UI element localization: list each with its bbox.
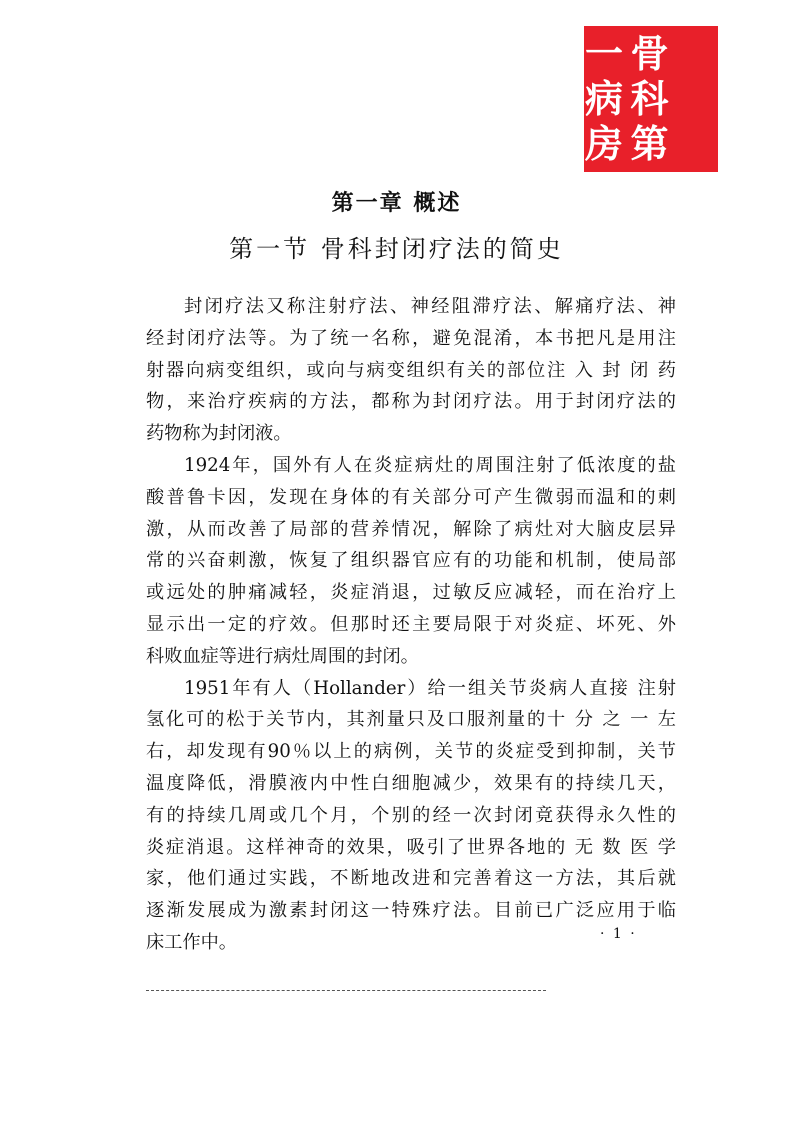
text-line: 封闭疗法又称注射疗法、神经阻滞疗法、解痛疗法、神 bbox=[184, 296, 676, 317]
text-line: 科败血症等进行病灶周围的封闭。 bbox=[146, 645, 419, 667]
text-line: 常的兴奋刺激，恢复了组织器官应有的功能和机制，使局部 bbox=[146, 550, 676, 572]
text-line: 经封闭疗法等。为了统一名称，避免混淆，本书把凡是用注 bbox=[146, 327, 676, 349]
page-number: · 1 · bbox=[600, 926, 637, 942]
text-line: 激，从而改善了局部的营养情况，解除了病灶对大脑皮层异 bbox=[146, 518, 676, 540]
text-line: 射器向病变组织，或向与病变组织有关的部位注 入 封 闭 药 bbox=[146, 359, 676, 381]
text-line: 床工作中。 bbox=[146, 931, 237, 953]
text-line: 或远处的肿痛减轻，炎症消退，过敏反应减轻，而在治疗上 bbox=[146, 582, 676, 604]
seal-char: 骨 bbox=[630, 32, 669, 77]
text-line: 有的持续几周或几个月，个别的经一次封闭竟获得永久性的 bbox=[146, 804, 676, 826]
seal-right-columns bbox=[624, 26, 718, 172]
text-line: 显示出一定的疗效。但那时还主要局限于对炎症、坏死、外 bbox=[146, 613, 676, 635]
text-line: 1951年有人（Hollander）给一组关节炎病人直接 注射 bbox=[184, 677, 676, 699]
seal-char: 一 bbox=[584, 32, 623, 77]
seal-char: 科 bbox=[630, 76, 669, 121]
seal-char: 第 bbox=[630, 121, 669, 166]
text-line: 酸普鲁卡因，发现在身体的有关部分可产生微弱而温和的刺 bbox=[146, 486, 676, 508]
text-line: 药物称为封闭液。 bbox=[146, 423, 292, 445]
text-line: 家，他们通过实践，不断地改进和完善着这一方法，其后就 bbox=[146, 868, 676, 890]
text-line: 逐渐发展成为激素封闭这一特殊疗法。目前已广泛应用于临 bbox=[146, 900, 676, 922]
text-line: 炎症消退。这样神奇的效果，吸引了世界各地的 无 数 医 学 bbox=[146, 836, 676, 858]
text-line: 温度降低，滑膜液内中性白细胞减少，效果有的持续几天， bbox=[146, 772, 676, 794]
footer-divider bbox=[146, 990, 546, 991]
paragraph-1 bbox=[146, 291, 676, 450]
text-line: 氢化可的松于关节内，其剂量只及口服剂量的十 分 之 一 左 bbox=[146, 709, 676, 731]
paragraph-3 bbox=[146, 673, 676, 959]
seal-left-column bbox=[584, 26, 624, 172]
text-line: 右，却发现有90％以上的病例，关节的炎症受到抑制，关节 bbox=[146, 741, 676, 763]
body-text bbox=[146, 291, 676, 959]
section-title: 第一节 骨科封闭疗法的简史 bbox=[229, 235, 564, 263]
paragraph-2 bbox=[146, 450, 676, 673]
text-line: 1924年，国外有人在炎症病灶的周围注射了低浓度的盐 bbox=[184, 454, 676, 476]
chapter-title: 第一章 概述 bbox=[331, 191, 462, 216]
seal-char: 病 bbox=[584, 76, 623, 121]
text-line: 物，来治疗疾病的方法，都称为封闭疗法。用于封闭疗法的 bbox=[146, 391, 676, 413]
seal-char: 房 bbox=[584, 121, 623, 166]
